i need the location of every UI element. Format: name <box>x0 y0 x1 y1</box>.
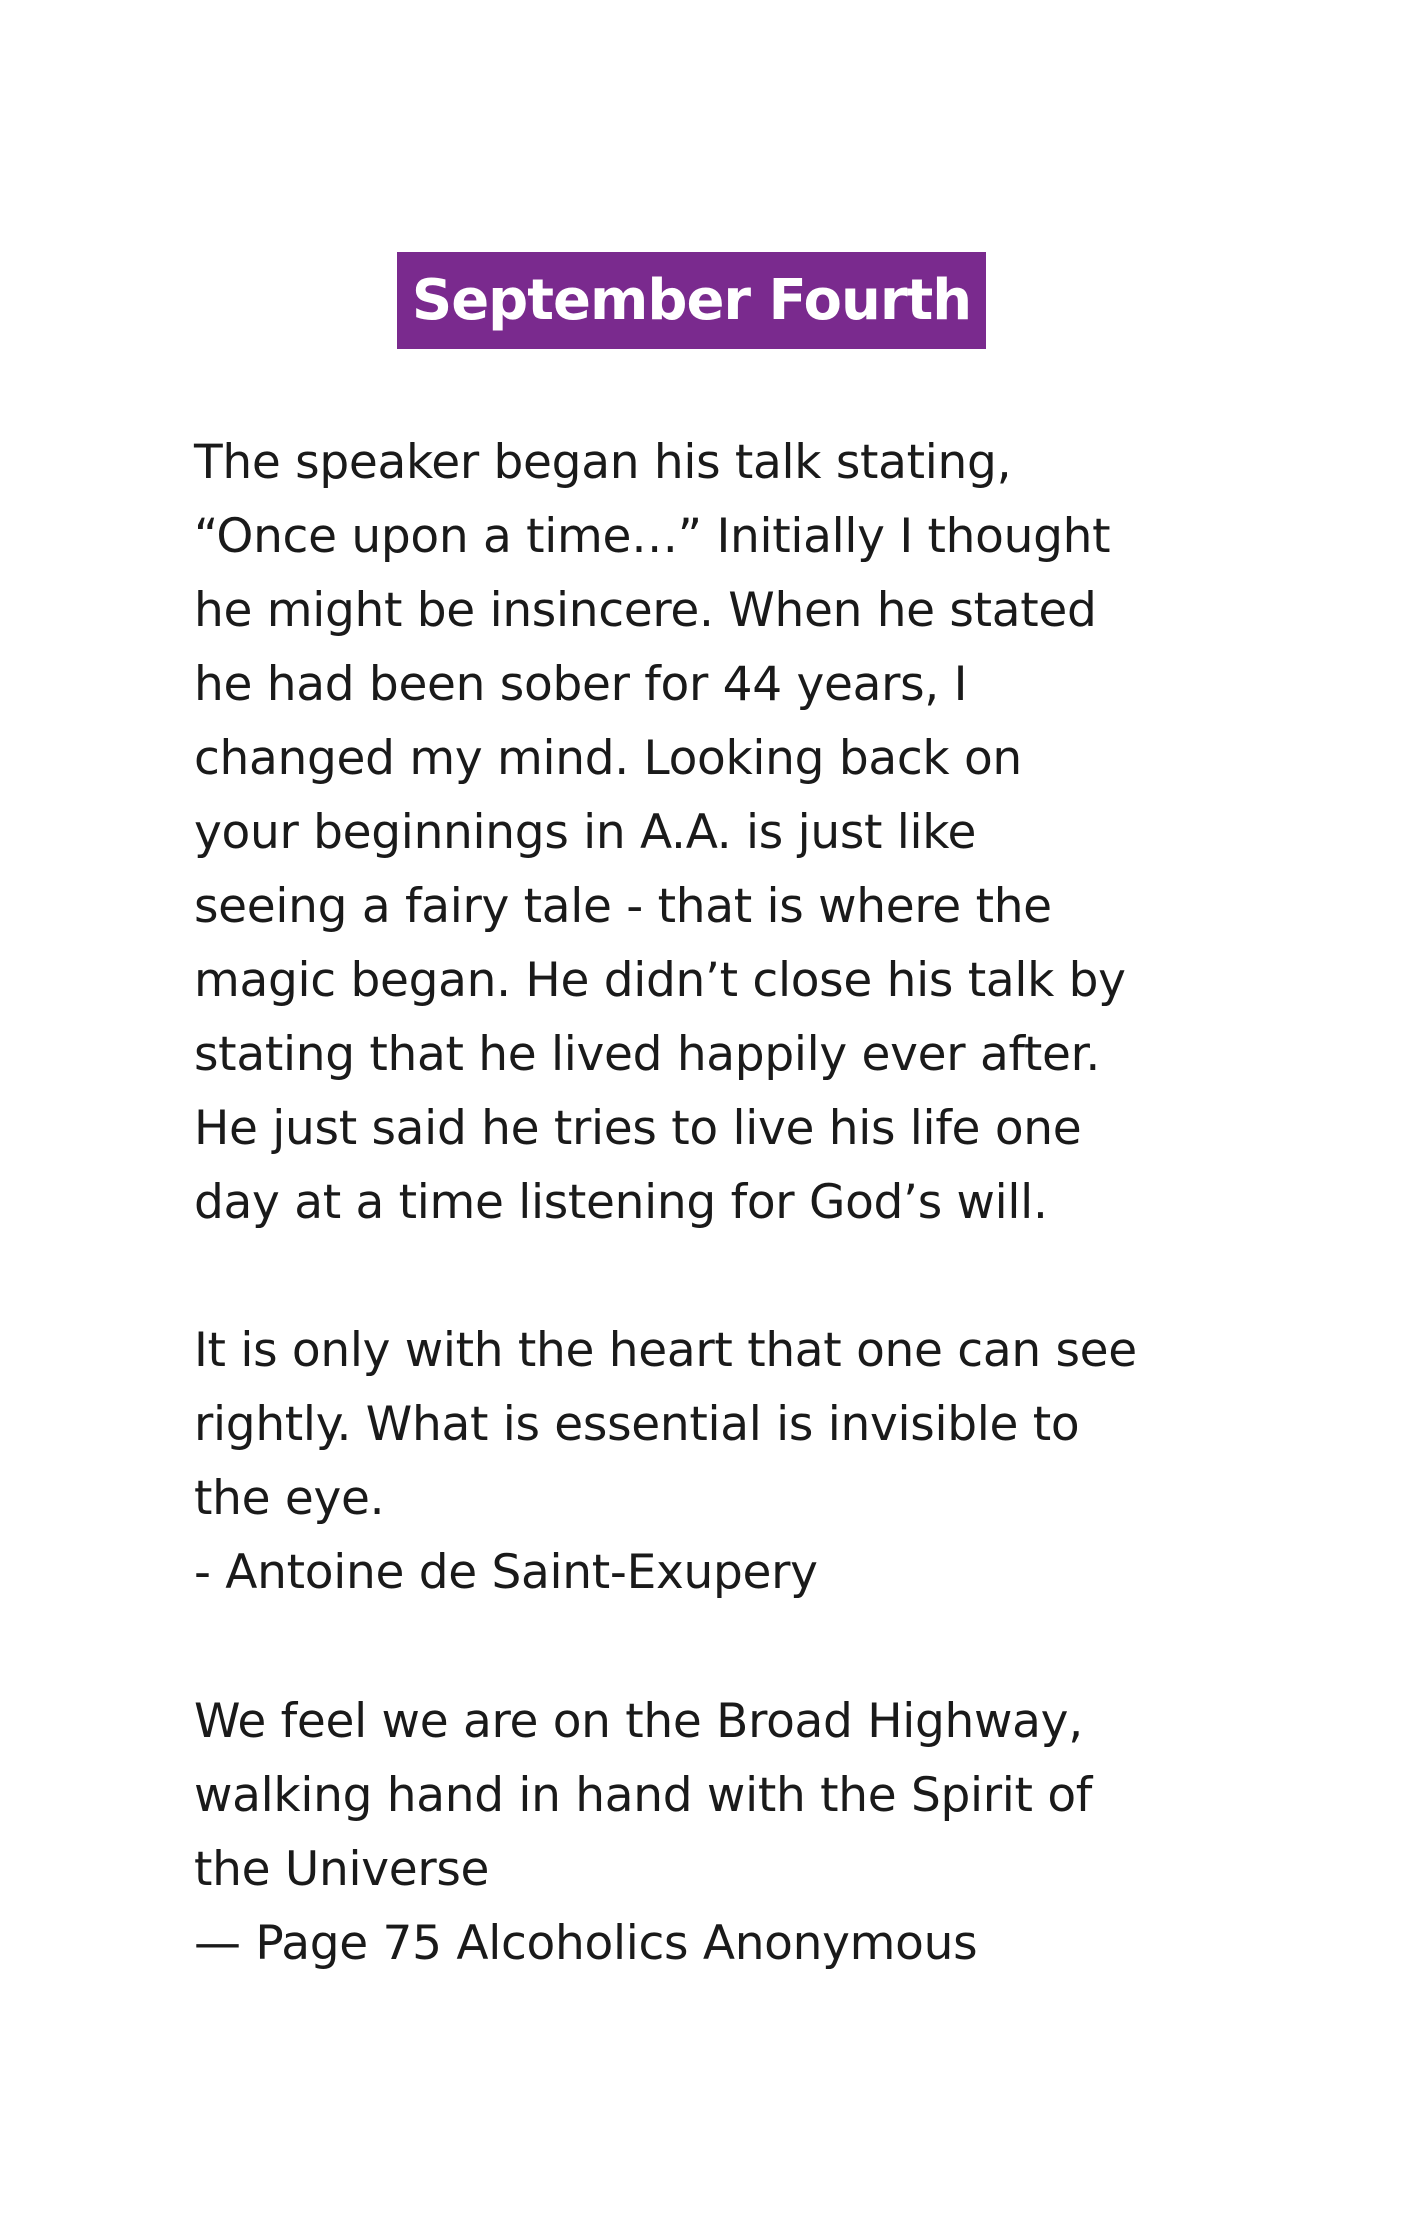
quote-line: rightly. What is essential is invisible to <box>194 1397 1080 1452</box>
quote-line: the eye. <box>194 1471 385 1526</box>
reflection-line: he had been sober for 44 years, I <box>194 657 968 712</box>
reflection-line: your beginnings in A.A. is just like <box>194 805 977 860</box>
quote-line: It is only with the heart that one can see <box>194 1323 1137 1378</box>
reflection-line: changed my mind. Looking back on <box>194 731 1022 786</box>
big-book-quote-line: We feel we are on the Broad Highway, <box>194 1694 1083 1749</box>
reflection-paragraph <box>194 426 1214 1240</box>
big-book-attribution: — Page 75 Alcoholics Anonymous <box>194 1916 978 1971</box>
reflection-line: “Once upon a time…” Initially I thought <box>194 509 1111 564</box>
reflection-line: The speaker began his talk stating, <box>194 435 1012 490</box>
big-book-quote-line: walking hand in hand with the Spirit of <box>194 1768 1093 1823</box>
reflection-line: stating that he lived happily ever after. <box>194 1027 1100 1082</box>
page-title: September Fourth <box>411 268 972 333</box>
quote-attribution: - Antoine de Saint-Exupery <box>194 1545 818 1600</box>
quote-block <box>194 1314 1214 1610</box>
reflection-line: seeing a fairy tale - that is where the <box>194 879 1052 934</box>
reflection-line: he might be insincere. When he stated <box>194 583 1097 638</box>
big-book-quote-block <box>194 1685 1214 1981</box>
reflection-line: He just said he tries to live his life one <box>194 1101 1082 1156</box>
reflection-line: day at a time listening for God’s will. <box>194 1175 1048 1230</box>
big-book-quote-line: the Universe <box>194 1842 490 1897</box>
title-banner <box>397 252 986 349</box>
reflection-line: magic began. He didn’t close his talk by <box>194 953 1126 1008</box>
